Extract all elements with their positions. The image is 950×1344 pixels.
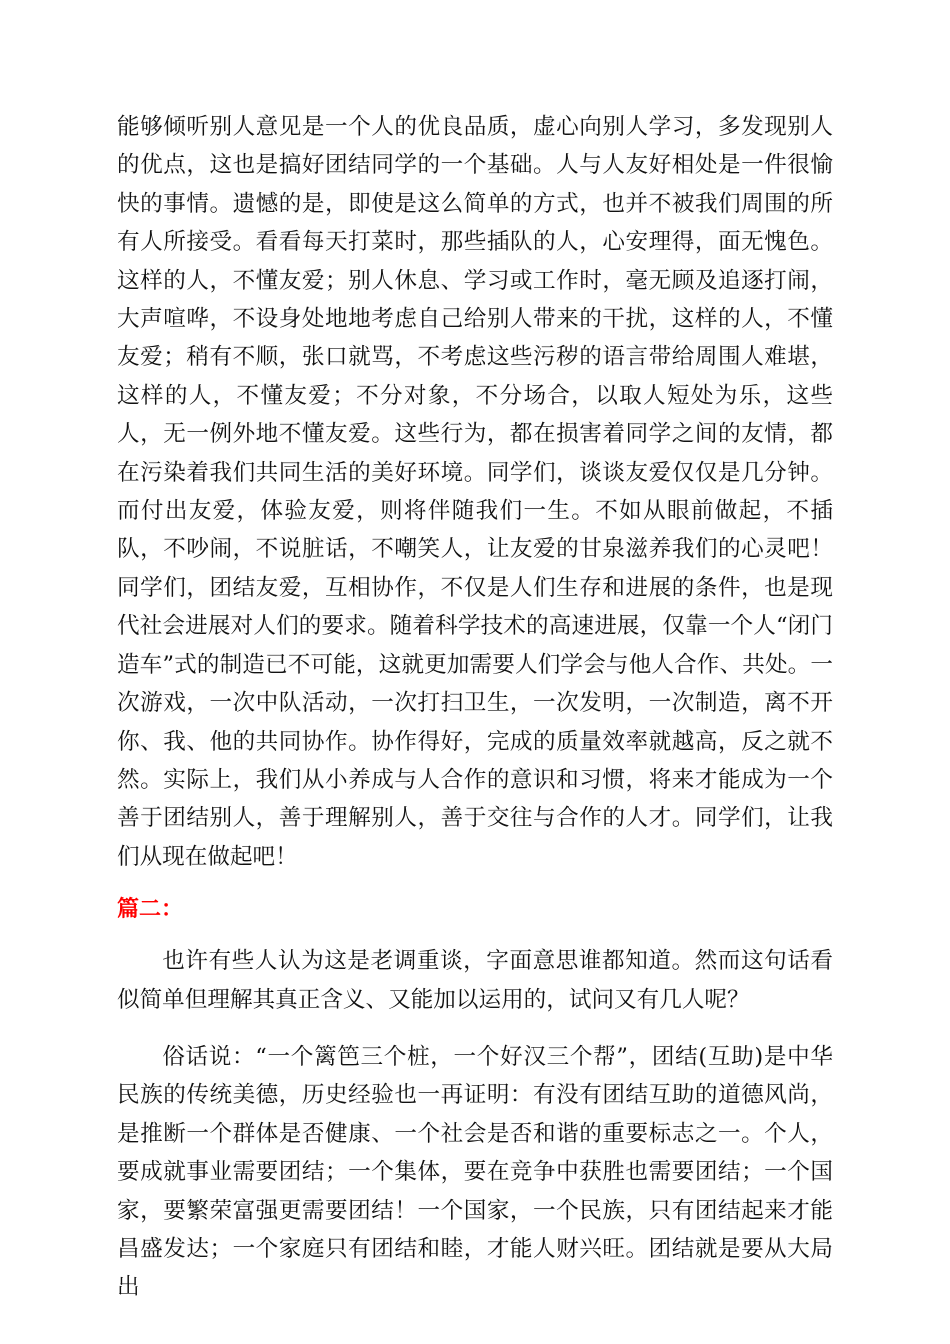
section-heading: 篇二： [117, 897, 184, 923]
body-paragraph-2: 也许有些人认为这是老调重谈，字面意思谁都知道。然而这句话看似简单但理解其真正含义、又能加以运用的，试问又有几人呢？ [117, 948, 833, 1013]
body-paragraph-3: 俗话说：“一个篱笆三个桩，一个好汉三个帮”，团结(互助)是中华民族的传统美德，历史经验也一再证明：有没有团结互助的道德风尚，是推断一个群体是否健康、一个社会是否和谐的重要标志之一。个人，要成就事业需要团结；一个集体，要在竞争中获胜也需要团结；一个国家，要繁荣富强更需要团结！一个国家，一个民族，只有团结起来才能昌盛发达；一个家庭只有团结和睦，才能人财兴旺。团结就是要从大局出 [117, 1043, 833, 1301]
body-paragraph-1: 能够倾听别人意见是一个人的优良品质，虚心向别人学习，多发现别人的优点，这也是搞好团结同学的一个基础。人与人友好相处是一件很愉快的事情。遗憾的是，即使是这么简单的方式，也并不被我们周围的所有人所接受。看看每天打菜时，那些插队的人，心安理得，面无愧色。这样的人，不懂友爱；别人休息、学习或工作时，毫无顾及追逐打闹，大声喧哗，不设身处地地考虑自己给别人带来的干扰，这样的人，不懂友爱；稍有不顺，张口就骂，不考虑这些污秽的语言带给周围人难堪，这样的人，不懂友爱；不分对象，不分场合，以取人短处为乐，这些人，无一例外地不懂友爱。这些行为，都在损害着同学之间的友情，都在污染着我们共同生活的美好环境。同学们，谈谈友爱仅仅是几分钟。而付出友爱，体验友爱，则将伴随我们一生。不如从眼前做起，不插队，不吵闹，不说脏话，不嘲笑人，让友爱的甘泉滋养我们的心灵吧！同学们，团结友爱，互相协作，不仅是人们生存和进展的条件，也是现代社会进展对人们的要求。随着科学技术的高速进展，仅靠一个人“闭门造车”式的制造已不可能，这就更加需要人们学会与他人合作、共处。一次游戏，一次中队活动，一次打扫卫生，一次发明，一次制造，离不开你、我、他的共同协作。协作得好，完成的质量效率就越高，反之就不然。实际上，我们从小养成与人合作的意识和习惯，将来才能成为一个善于团结别人，善于理解别人，善于交往与合作的人才。同学们，让我们从现在做起吧！ [117, 114, 833, 870]
paragraph-spacer [117, 1019, 833, 1038]
document-body [117, 108, 833, 1307]
